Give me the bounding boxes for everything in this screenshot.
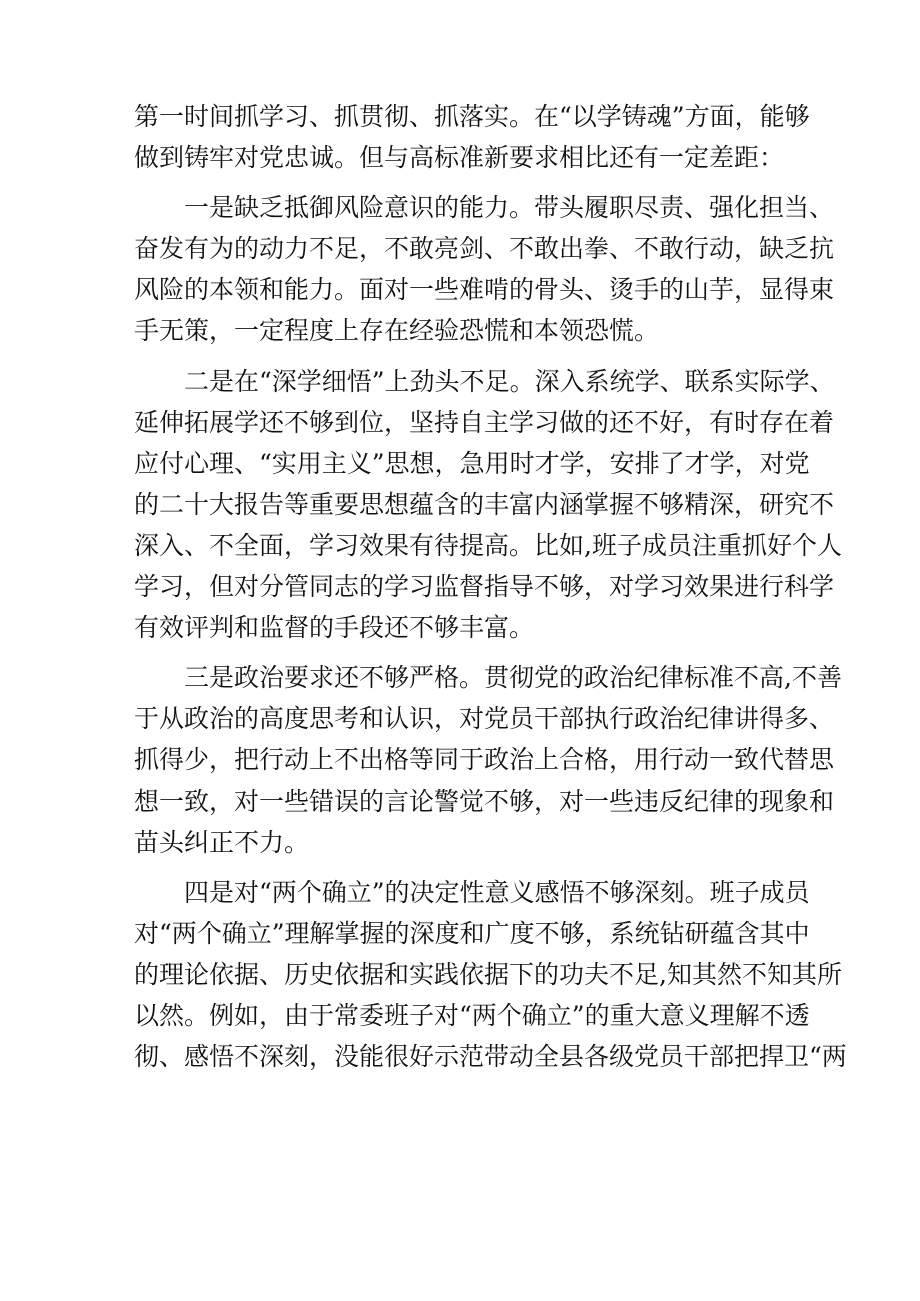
paragraph-line: 抓得少，把行动上不出格等同于政治上合格，用行动一致代替思 (134, 745, 835, 775)
paragraph-line: 手无策，一定程度上存在经验恐慌和本领恐慌。 (134, 316, 660, 346)
paragraph-line: 学习，但对分管同志的学习监督指导不够，对学习效果进行科学 (134, 572, 835, 602)
paragraph-line: 对“两个确立”理解掌握的深度和广度不够，系统钻研蕴含其中 (134, 918, 810, 948)
paragraph-line: 彻、感悟不深刻，没能很好示范带动全县各级党员干部把捍卫“两 (134, 1042, 847, 1072)
paragraph-point-2 (134, 361, 842, 649)
paragraph-line: 二是在“深学细悟”上劲头不足。深入系统学、联系实际学、 (184, 366, 835, 396)
paragraph-line: 三是政治要求还不够严格。贯彻党的政治纪律标准不高,不善 (184, 663, 842, 693)
paragraph-line: 应付心理、“实用主义”思想，急用时才学，安排了才学，对党 (134, 448, 810, 478)
paragraph-line: 有效评判和监督的手段还不够丰富。 (134, 613, 535, 643)
paragraph-line: 于从政治的高度思考和认识，对党员干部执行政治纪律讲得多、 (134, 704, 835, 734)
paragraph-line: 四是对“两个确立”的决定性意义感悟不够深刻。班子成员 (184, 877, 810, 907)
paragraph-line: 一是缺乏抵御风险意识的能力。带头履职尽责、强化担当、 (184, 193, 835, 223)
paragraph-intro (134, 96, 810, 178)
paragraph-line: 奋发有为的动力不足，不敢亮剑、不敢出拳、不敢行动，缺乏抗 (134, 234, 835, 264)
paragraph-point-3 (134, 657, 842, 862)
paragraph-line: 第一时间抓学习、抓贯彻、抓落实。在“以学铸魂”方面，能够 (134, 102, 810, 131)
paragraph-line: 以然。例如，由于常委班子对“两个确立”的重大意义理解不透 (134, 1000, 810, 1030)
document-body (134, 96, 847, 1086)
paragraph-line: 风险的本领和能力。面对一些难啃的骨头、烫手的山芋，显得束 (134, 275, 835, 305)
paragraph-line: 的理论依据、历史依据和实践依据下的功夫不足,知其然不知其所 (134, 959, 842, 989)
paragraph-line: 想一致，对一些错误的言论警觉不够，对一些违反纪律的现象和 (134, 786, 835, 816)
paragraph-line: 深入、不全面，学习效果有待提高。比如,班子成员注重抓好个人 (134, 530, 842, 560)
paragraph-line: 的二十大报告等重要思想蕴含的丰富内涵掌握不够精深，研究不 (134, 489, 835, 519)
paragraph-line: 延伸拓展学还不够到位，坚持自主学习做的还不好，有时存在着 (134, 407, 835, 437)
paragraph-point-1 (134, 187, 835, 351)
paragraph-line: 苗头纠正不力。 (134, 827, 310, 857)
paragraph-line: 做到铸牢对党忠诚。但与高标准新要求相比还有一定差距： (134, 143, 785, 173)
paragraph-point-4 (134, 872, 847, 1077)
